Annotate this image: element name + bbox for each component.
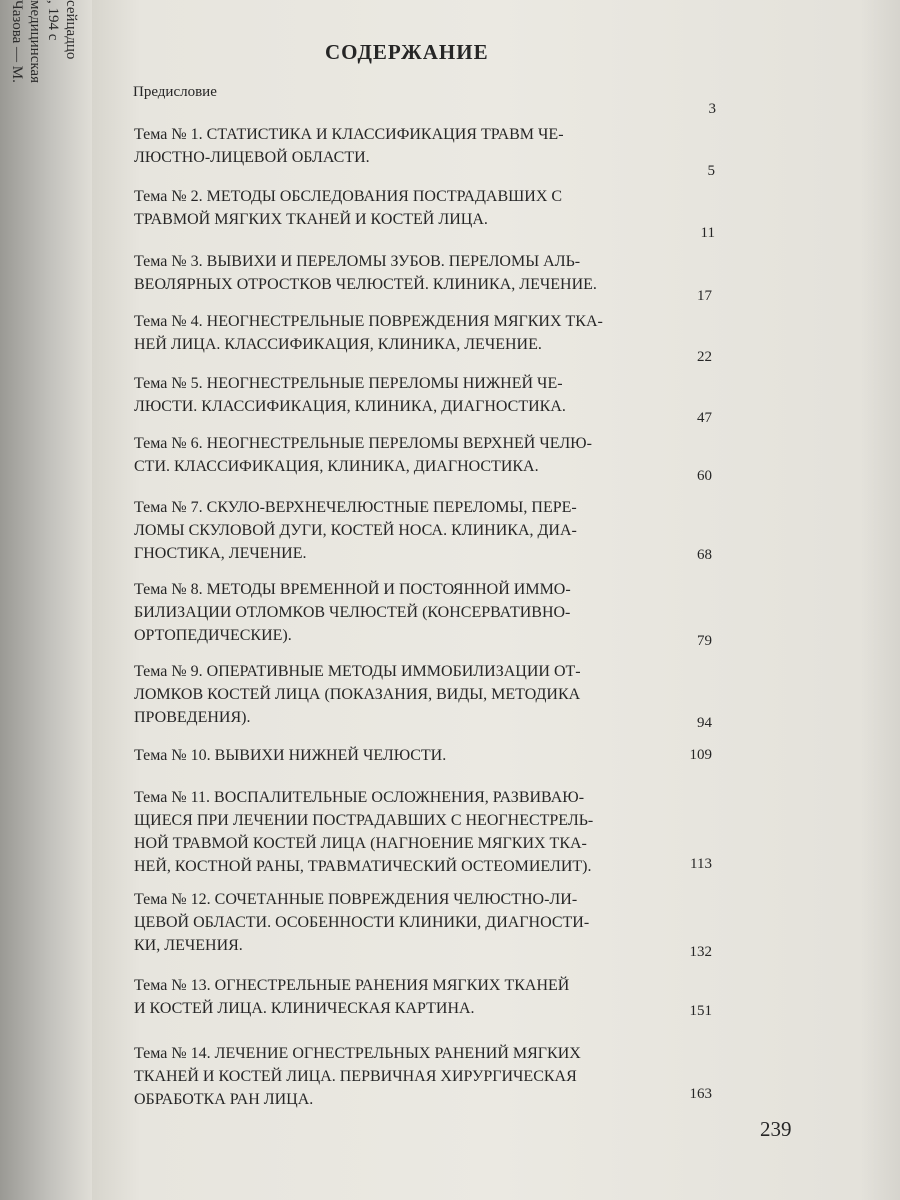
adjacent-line: Чазова — М. <box>9 0 25 83</box>
toc-entry-page-number: 151 <box>689 1003 712 1019</box>
toc-entry-line: Тема № 10. ВЫВИХИ НИЖНЕЙ ЧЕЛЮСТИ. <box>134 747 447 764</box>
toc-entry-line: ЦЕВОЙ ОБЛАСТИ. ОСОБЕННОСТИ КЛИНИКИ, ДИАГНОСТИ- <box>134 914 590 931</box>
toc-entry-page-number: 11 <box>700 225 715 241</box>
toc-entry-line: НОЙ ТРАВМОЙ КОСТЕЙ ЛИЦА (НАГНОЕНИЕ МЯГКИХ ТКА- <box>134 835 587 852</box>
toc-entry <box>134 372 664 418</box>
toc-entry-line: ПРОВЕДЕНИЯ). <box>134 709 251 726</box>
toc-entry <box>134 310 664 356</box>
toc-entry <box>134 744 664 767</box>
page-number: 239 <box>760 1117 792 1141</box>
toc-entry <box>134 974 664 1020</box>
toc-entry-page-number: 113 <box>690 856 712 872</box>
toc-entry-line: ЩИЕСЯ ПРИ ЛЕЧЕНИИ ПОСТРАДАВШИХ С НЕОГНЕСТРЕЛЬ- <box>134 812 594 829</box>
toc-entry <box>134 786 664 878</box>
toc-entry <box>134 432 664 478</box>
toc-entry <box>134 250 664 296</box>
toc-entry-line: Тема № 8. МЕТОДЫ ВРЕМЕННОЙ И ПОСТОЯННОЙ ИММО- <box>134 581 571 598</box>
adjacent-line: сейцадцо <box>63 0 79 60</box>
toc-entry-page-number: 68 <box>697 547 712 563</box>
adjacent-line: медицинская <box>27 0 43 83</box>
toc-entry-page-number: 79 <box>697 633 712 649</box>
page-shadow <box>860 0 900 1200</box>
toc-entry-line: ВЕОЛЯРНЫХ ОТРОСТКОВ ЧЕЛЮСТЕЙ. КЛИНИКА, ЛЕЧЕНИЕ. <box>134 276 597 293</box>
adjacent-line: , 194 с <box>45 0 61 41</box>
preface-label: Предисловие <box>133 84 217 100</box>
adjacent-page-strip <box>0 0 92 1200</box>
toc-entry-line: Тема № 2. МЕТОДЫ ОБСЛЕДОВАНИЯ ПОСТРАДАВШИХ С <box>134 188 563 205</box>
toc-entry-line: ОБРАБОТКА РАН ЛИЦА. <box>134 1091 314 1108</box>
preface-page-number: 3 <box>708 101 716 117</box>
toc-entry-line: ОРТОПЕДИЧЕСКИЕ). <box>134 627 292 644</box>
toc-entry-line: Тема № 1. СТАТИСТИКА И КЛАССИФИКАЦИЯ ТРАВМ ЧЕ- <box>134 126 564 143</box>
toc-entry-page-number: 17 <box>697 288 712 304</box>
toc-entry <box>134 496 664 565</box>
toc-entry <box>134 123 664 169</box>
toc-entry-page-number: 132 <box>689 944 712 960</box>
toc-entry-line: ЛЮСТНО-ЛИЦЕВОЙ ОБЛАСТИ. <box>134 149 370 166</box>
toc-entry-line: ЛОМЫ СКУЛОВОЙ ДУГИ, КОСТЕЙ НОСА. КЛИНИКА, ДИА- <box>134 522 577 539</box>
toc-entry-line: И КОСТЕЙ ЛИЦА. КЛИНИЧЕСКАЯ КАРТИНА. <box>134 1000 475 1017</box>
toc-entry-line: Тема № 7. СКУЛО-ВЕРХНЕЧЕЛЮСТНЫЕ ПЕРЕЛОМЫ, ПЕРЕ- <box>134 499 577 516</box>
page-title: СОДЕРЖАНИЕ <box>325 40 489 64</box>
toc-entry <box>134 660 664 729</box>
toc-entry-line: БИЛИЗАЦИИ ОТЛОМКОВ ЧЕЛЮСТЕЙ (КОНСЕРВАТИВНО- <box>134 604 571 621</box>
toc-entry-line: НЕЙ, КОСТНОЙ РАНЫ, ТРАВМАТИЧЕСКИЙ ОСТЕОМИЕЛИТ). <box>134 858 592 875</box>
toc-entry-page-number: 94 <box>697 715 712 731</box>
toc-entry-line: ЛЮСТИ. КЛАССИФИКАЦИЯ, КЛИНИКА, ДИАГНОСТИКА. <box>134 398 566 415</box>
toc-entry <box>134 1042 664 1111</box>
toc-entry-line: Тема № 14. ЛЕЧЕНИЕ ОГНЕСТРЕЛЬНЫХ РАНЕНИЙ МЯГКИХ <box>134 1045 581 1062</box>
toc-entry-page-number: 22 <box>697 349 712 365</box>
toc-entry-line: Тема № 12. СОЧЕТАННЫЕ ПОВРЕЖДЕНИЯ ЧЕЛЮСТНО-ЛИ- <box>134 891 578 908</box>
toc-entry-line: Тема № 6. НЕОГНЕСТРЕЛЬНЫЕ ПЕРЕЛОМЫ ВЕРХНЕЙ ЧЕЛЮ- <box>134 435 592 452</box>
toc-entry-line: Тема № 13. ОГНЕСТРЕЛЬНЫЕ РАНЕНИЯ МЯГКИХ ТКАНЕЙ <box>134 977 570 994</box>
toc-entry-line: ТРАВМОЙ МЯГКИХ ТКАНЕЙ И КОСТЕЙ ЛИЦА. <box>134 211 488 228</box>
toc-entry-line: КИ, ЛЕЧЕНИЯ. <box>134 937 243 954</box>
toc-entry-line: Тема № 9. ОПЕРАТИВНЫЕ МЕТОДЫ ИММОБИЛИЗАЦИИ ОТ- <box>134 663 581 680</box>
toc-entry-page-number: 5 <box>707 163 715 179</box>
toc-entry-line: СТИ. КЛАССИФИКАЦИЯ, КЛИНИКА, ДИАГНОСТИКА. <box>134 458 539 475</box>
toc-entry-line: Тема № 11. ВОСПАЛИТЕЛЬНЫЕ ОСЛОЖНЕНИЯ, РАЗВИВАЮ- <box>134 789 585 806</box>
toc-entry-page-number: 163 <box>689 1086 712 1102</box>
toc-entry-line: ГНОСТИКА, ЛЕЧЕНИЕ. <box>134 545 307 562</box>
toc-entry-line: НЕЙ ЛИЦА. КЛАССИФИКАЦИЯ, КЛИНИКА, ЛЕЧЕНИЕ. <box>134 336 542 353</box>
toc-entry <box>134 888 664 957</box>
toc-entry-line: Тема № 4. НЕОГНЕСТРЕЛЬНЫЕ ПОВРЕЖДЕНИЯ МЯГКИХ ТКА- <box>134 313 603 330</box>
toc-entry-line: ЛОМКОВ КОСТЕЙ ЛИЦА (ПОКАЗАНИЯ, ВИДЫ, МЕТОДИКА <box>134 686 581 703</box>
toc-entry <box>134 578 664 647</box>
toc-entry <box>134 185 664 231</box>
toc-entry-line: Тема № 3. ВЫВИХИ И ПЕРЕЛОМЫ ЗУБОВ. ПЕРЕЛОМЫ АЛЬ- <box>134 253 581 270</box>
toc-entry-line: Тема № 5. НЕОГНЕСТРЕЛЬНЫЕ ПЕРЕЛОМЫ НИЖНЕЙ ЧЕ- <box>134 375 563 392</box>
toc-entry-page-number: 109 <box>689 747 712 763</box>
toc-entry-page-number: 60 <box>697 468 712 484</box>
adjacent-page-text <box>8 0 80 83</box>
toc-entry-line: ТКАНЕЙ И КОСТЕЙ ЛИЦА. ПЕРВИЧНАЯ ХИРУРГИЧЕСКАЯ <box>134 1068 577 1085</box>
toc-entry-page-number: 47 <box>697 410 712 426</box>
